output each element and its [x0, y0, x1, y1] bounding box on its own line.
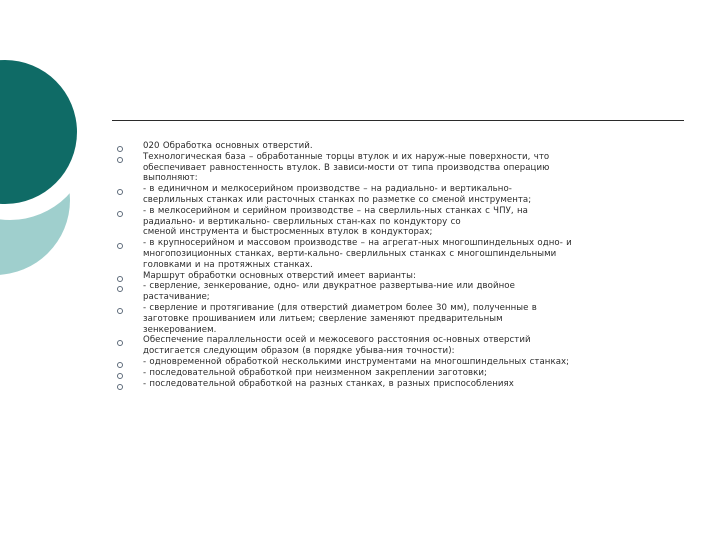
paragraph-line: радиально- и вертикально- сверлильных стан-ках по кондуктору со	[143, 216, 461, 227]
paragraph	[143, 141, 688, 152]
bullet-icon	[116, 275, 124, 283]
paragraph-line: - в крупносерийном и массовом производстве – на агрегат-ных многошпиндельных одно- и	[143, 238, 572, 249]
paragraph	[143, 152, 688, 184]
paragraph-line: - в мелкосерийном и серийном производстве – на сверлиль-ных станках с ЧПУ, на	[143, 205, 528, 216]
title-divider-line	[112, 120, 684, 121]
bullet-icon	[116, 307, 124, 315]
paragraph-line: заготовке прошиванием или литьем; сверление заменяют предварительным	[143, 313, 503, 324]
paragraph-line: зенкерованием.	[143, 324, 217, 335]
paragraph-line: - последовательной обработкой при неизменном закреплении заготовки;	[143, 367, 487, 378]
paragraph-line: - одновременной обработкой несколькими инструментами на многошпиндельных станках;	[143, 356, 570, 367]
bullet-icon	[116, 242, 124, 250]
paragraph-line: - последовательной обработкой на разных станках, в разных приспособлениях	[143, 378, 514, 389]
paragraph-line: Маршрут обработки основных отверстий имеет варианты:	[143, 270, 416, 281]
bullet-icon	[116, 156, 124, 164]
paragraph-line: многопозиционных станках, верти-кально- сверлильных станках с многошпиндельными	[143, 248, 557, 259]
bullet-icon	[116, 188, 124, 196]
bullet-icon	[116, 383, 124, 391]
slide-body-text	[143, 141, 688, 389]
bullet-icon	[116, 145, 124, 153]
paragraph	[143, 379, 688, 390]
paragraph	[143, 281, 688, 303]
paragraph-line: Обеспечение параллельности осей и межосевого расстояния ос-новных отверстий	[143, 335, 531, 346]
paragraph-line: выполняют:	[143, 173, 198, 184]
paragraph	[143, 357, 688, 368]
paragraph	[143, 368, 688, 379]
paragraph-line: - в единичном и мелкосерийном производстве – на радиально- и вертикально-	[143, 184, 512, 195]
paragraph-line: сменой инструмента и быстросменных втулок в кондукторах;	[143, 227, 433, 238]
paragraph-line: - сверление, зенкерование, одно- или двукратное развертыва-ние или двойное	[143, 281, 515, 292]
paragraph	[143, 184, 688, 206]
bullet-icon	[116, 361, 124, 369]
paragraph	[143, 271, 688, 282]
paragraph-line: достигается следующим образом (в порядке убыва-ния точности):	[143, 346, 455, 357]
paragraph	[143, 238, 688, 270]
paragraph-line: сверлильных станках или расточных станках по разметке со сменой инструмента;	[143, 194, 532, 205]
paragraph	[143, 303, 688, 335]
paragraph-line: - сверление и протягивание (для отверстий диаметром более 30 мм), полученные в	[143, 302, 537, 313]
paragraph	[143, 206, 688, 238]
paragraph-line: Технологическая база – обработанные торцы втулок и их наруж-ные поверхности, что	[143, 151, 550, 162]
bullet-icon	[116, 210, 124, 218]
paragraph-line: обеспечивает равностенность втулок. В зависи-мости от типа производства операцию	[143, 162, 550, 173]
bullet-icon	[116, 372, 124, 380]
bullet-icon	[116, 285, 124, 293]
bullet-icon	[116, 339, 124, 347]
paragraph-line: растачивание;	[143, 292, 210, 303]
paragraph-line: 020 Обработка основных отверстий.	[143, 141, 313, 151]
paragraph	[143, 335, 688, 357]
paragraph-line: головками и на протяжных станках.	[143, 259, 313, 270]
